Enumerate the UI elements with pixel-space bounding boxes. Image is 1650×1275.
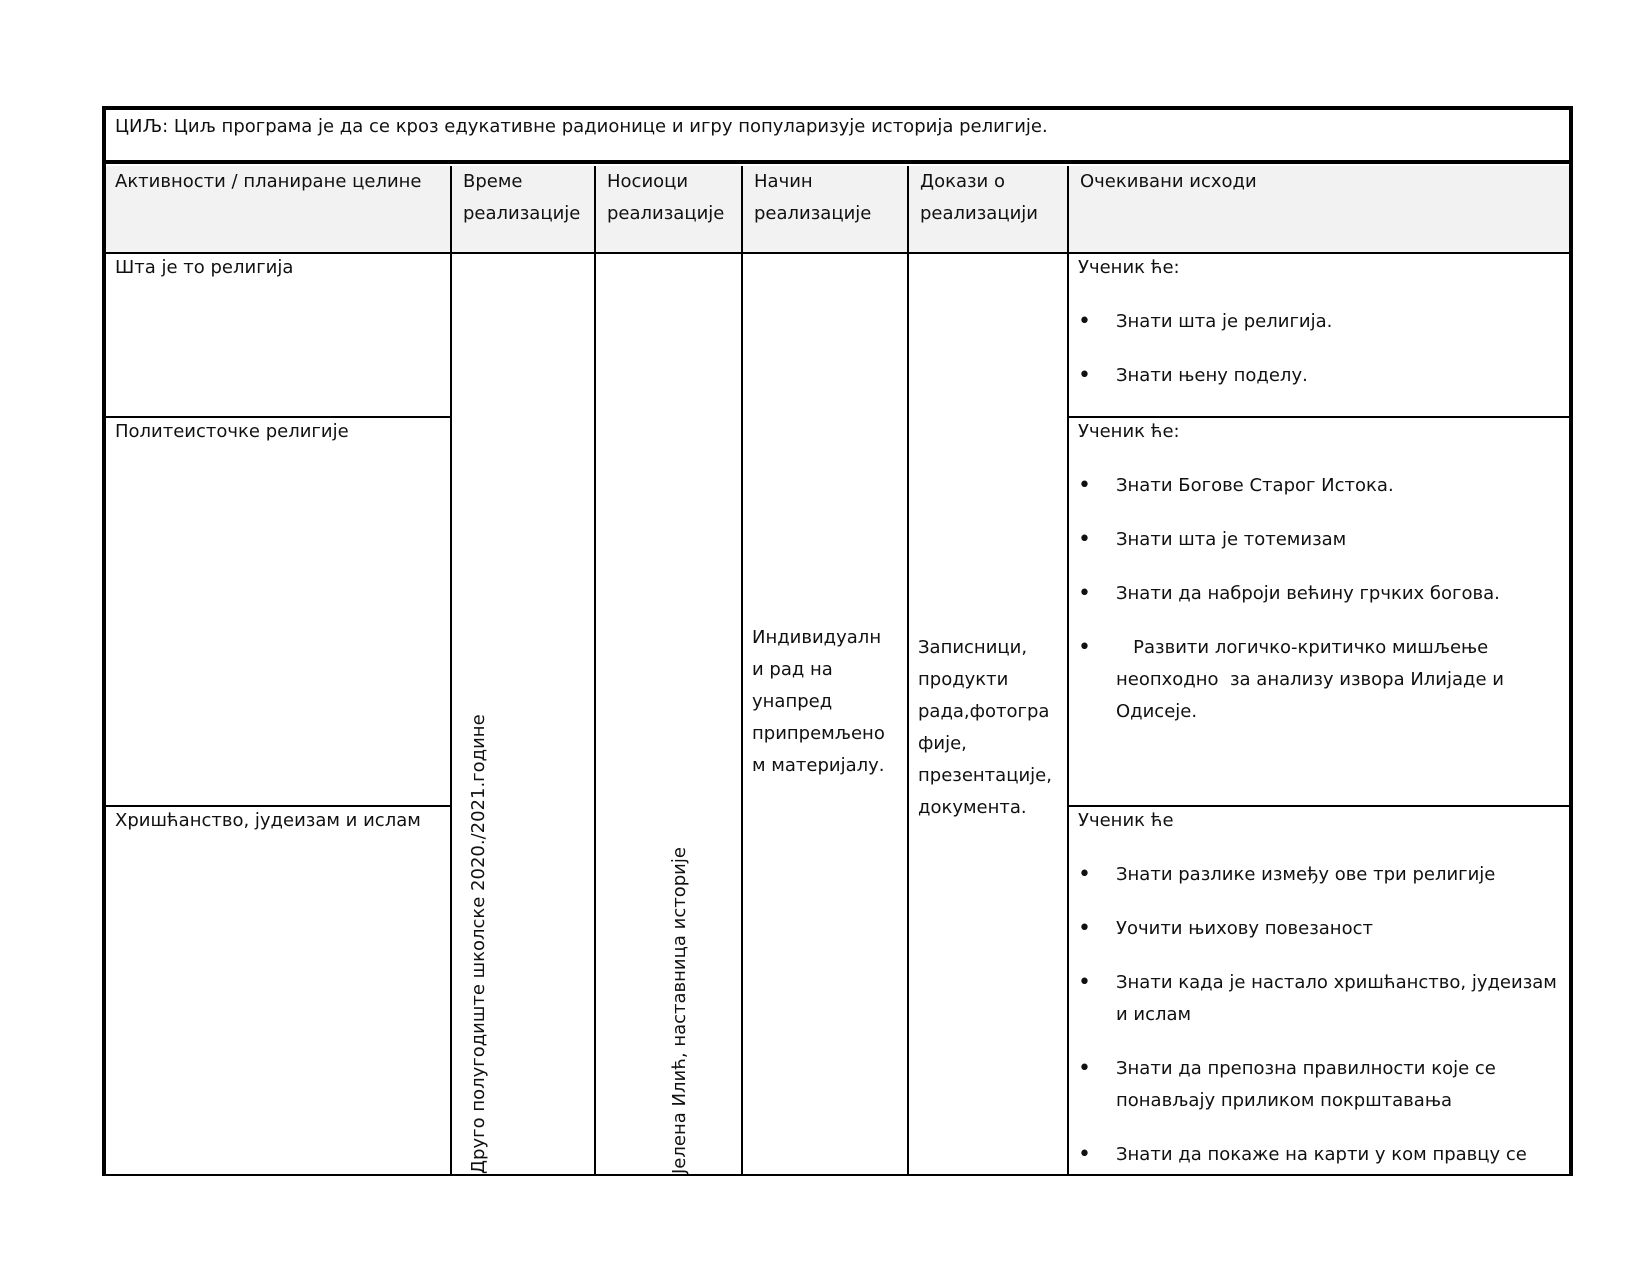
method-text: Индивидуалн и рад на унапред припремљено м материјалу.	[752, 627, 885, 776]
table-frame	[102, 106, 1573, 1176]
header-time: Време реализације	[463, 171, 581, 224]
header-evidence: Докази о реализацији	[920, 171, 1038, 224]
outcomes-block-2: Ученик ће: • Знати Богове Старог Истока. • Знати шта је тотемизам • Знати да наброји већину грчких богова. • Развити логичко-критичко мишљење неопходно за анализу извора Илијаде и Одисеје.	[1078, 416, 1558, 750]
header-outcomes: Очекивани исходи	[1080, 171, 1257, 192]
header-carriers: Носиоци реализације	[607, 171, 725, 224]
outcomes-block-1: Ученик ће: • Знати шта је религија. • Знати њену поделу.	[1078, 252, 1558, 414]
list-item: • Знати њену поделу.	[1078, 360, 1558, 392]
evidence-text: Записници, продукти рада,фотогра фије, презентације, документа.	[918, 637, 1052, 818]
table-bottom-edge	[102, 1174, 1573, 1176]
header-activities: Активности / планиране целине	[115, 171, 422, 192]
list-item: • Знати шта је религија.	[1078, 306, 1558, 338]
activity-3: Хришћанство, јудеизам и ислам	[115, 810, 421, 831]
activity-2: Политеисточке религије	[115, 421, 349, 442]
activity-1: Шта је то религија	[115, 257, 294, 278]
time-text: Друго полугодиште школске 2020./2021.године	[468, 714, 489, 1174]
header-method: Начин реализације	[754, 171, 872, 224]
list-item: • Знати шта је тотемизам	[1078, 524, 1558, 556]
goal-text: ЦИЉ: Циљ програма је да се кроз едукативне радионице и игру популаризује историја религије.	[115, 116, 1048, 137]
list-item: • Знати разлике између ове три религије	[1078, 859, 1563, 891]
list-item: • Знати Богове Старог Истока.	[1078, 470, 1558, 502]
list-item: • Знати када је настало хришћанство, јудеизам и ислам	[1078, 967, 1563, 1031]
list-item: • Знати да наброји већину грчких богова.	[1078, 578, 1558, 610]
list-item: • Знати да покаже на карти у ком правцу се	[1078, 1139, 1563, 1171]
list-item: • Знати да препозна правилности које се понављају приликом покрштавања	[1078, 1053, 1563, 1117]
carriers-text: Јелена Илић, наставница историје	[669, 847, 690, 1174]
list-item: • Развити логичко-критичко мишљење неопходно за анализу извора Илијаде и Одисеје.	[1078, 632, 1558, 728]
list-item: • Уочити њихову повезаност	[1078, 913, 1563, 945]
outcomes-block-3: Ученик ће • Знати разлике између ове три религије • Уочити њихову повезаност • Знати када је настало хришћанство, јудеизам и ислам • Знати да препозна правилности које се понављају приликом покрштавања • Знати да покаже на карти у ком правцу се	[1078, 805, 1563, 1174]
